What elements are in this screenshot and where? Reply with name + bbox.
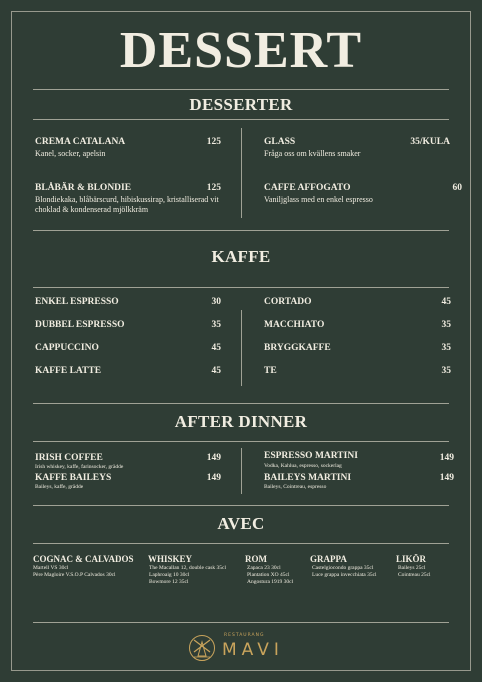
avec-item: Père Magloire V.S.O.P Calvados 30cl [33,572,116,578]
menu-item-description: Irish whiskey, kaffe, farinsocker, grädde [35,464,124,470]
avec-item: Zapaca 23 30cl [247,565,281,571]
avec-item: Luce grappa invecchiata 35cl [312,572,377,578]
section-title-after-dinner: AFTER DINNER [174,412,308,431]
divider [33,403,449,404]
avec-item: The Macallan 12, double cask 35cl [149,565,226,571]
section-title-avec: AVEC [217,514,265,533]
avec-item: Baileys 25cl [398,565,426,571]
menu-item-price: 45 [441,297,451,307]
menu-item-price: 60 [452,183,462,193]
section-title-kaffe: KAFFE [211,247,271,266]
avec-column-title: WHISKEY [148,554,193,564]
avec-item: Plantation XO 45cl [247,572,290,578]
windmill-icon [188,634,216,662]
menu-item-name: CAPPUCCINO [35,343,99,353]
divider [33,287,449,288]
divider [33,230,449,231]
menu-item-name: BAILEYS MARTINI [264,473,352,483]
page-title: DESSERT [119,22,363,79]
divider [33,622,449,623]
menu-item-name: CREMA CATALANA [35,137,126,147]
menu-item-price: 125 [206,183,221,193]
menu-item-name: MACCHIATO [264,320,325,330]
menu-item-description: Kanel, socker, apelsin [35,149,106,158]
avec-item: Angostura 1919 30cl [247,579,294,585]
menu-item-price: 35 [441,320,451,330]
menu-item-name: ESPRESSO MARTINI [264,451,358,461]
avec-column-title: COGNAC & CALVADOS [33,554,134,564]
menu-item-name: CORTADO [264,297,312,307]
avec-item: Cointreau 25cl [398,572,431,578]
menu-item-name: KAFFE BAILEYS [35,473,112,483]
menu-item-description: Baileys, Cointreau, espresso [264,484,327,490]
menu-item-description: Vaniljglass med en enkel espresso [264,195,373,204]
menu-item-name: GLASS [264,137,296,147]
menu-item-description: Vodka, Kahlua, espresso, sockerlag [264,463,342,469]
menu-item-price: 149 [206,473,221,483]
restaurant-logo [0,632,482,666]
avec-column-list [398,565,431,579]
menu-item-name: ENKEL ESPRESSO [35,297,119,307]
menu-item-price: 30 [211,297,221,307]
avec-item: Laphroaig 10 30cl [149,572,190,578]
menu-item-name: TE [264,366,277,376]
column-divider [241,448,242,494]
menu-item-name: IRISH COFFEE [35,453,103,463]
divider [33,543,449,544]
menu-item-description: Baileys, kaffe, grädde [35,484,84,490]
avec-item: Martell VS 30cl [33,565,69,571]
avec-item: Bowmore 12 35cl [149,579,189,585]
avec-item: Castelgiocondo grappa 35cl [312,565,374,571]
avec-column-list [312,565,377,579]
avec-column-list [33,565,116,579]
menu-item-price: 35 [441,366,451,376]
avec-column-list [149,565,226,586]
menu-item-name: BLÅBÄR & BLONDIE [35,183,132,193]
avec-column-list [247,565,293,586]
column-divider [241,310,242,386]
menu-item-description: Blondiekaka, blåbärscurd, hibiskussirap, kristalliserad vit choklad & kondenserad mjölkkräm [35,195,219,214]
divider [33,505,449,506]
menu-item-name: BRYGGKAFFE [264,343,331,353]
menu-item-price: 149 [439,453,454,463]
column-divider [241,128,242,218]
menu-item-price: 45 [211,343,221,353]
divider [33,119,449,120]
menu-item-name: DUBBEL ESPRESSO [35,320,125,330]
menu-item-description: Fråga oss om kvällens smaker [264,149,361,158]
menu-item-price: 35 [441,343,451,353]
menu-item-name: CAFFE AFFOGATO [264,183,351,193]
logo-name: MAVI [222,640,284,660]
logo-subtitle: RESTAURANG [224,633,265,638]
avec-column-title: ROM [245,554,267,564]
menu-item-price: 149 [439,473,454,483]
menu-item-price: 35 [211,320,221,330]
divider [33,89,449,90]
section-title-desserter: DESSERTER [189,95,293,114]
avec-column-title: LIKÖR [396,554,427,564]
menu-item-price: 35/KULA [410,137,450,147]
menu-item-price: 125 [206,137,221,147]
menu-item-name: KAFFE LATTE [35,366,102,376]
divider [33,441,449,442]
menu-item-price: 149 [206,453,221,463]
menu-item-price: 45 [211,366,221,376]
avec-column-title: GRAPPA [310,554,347,564]
